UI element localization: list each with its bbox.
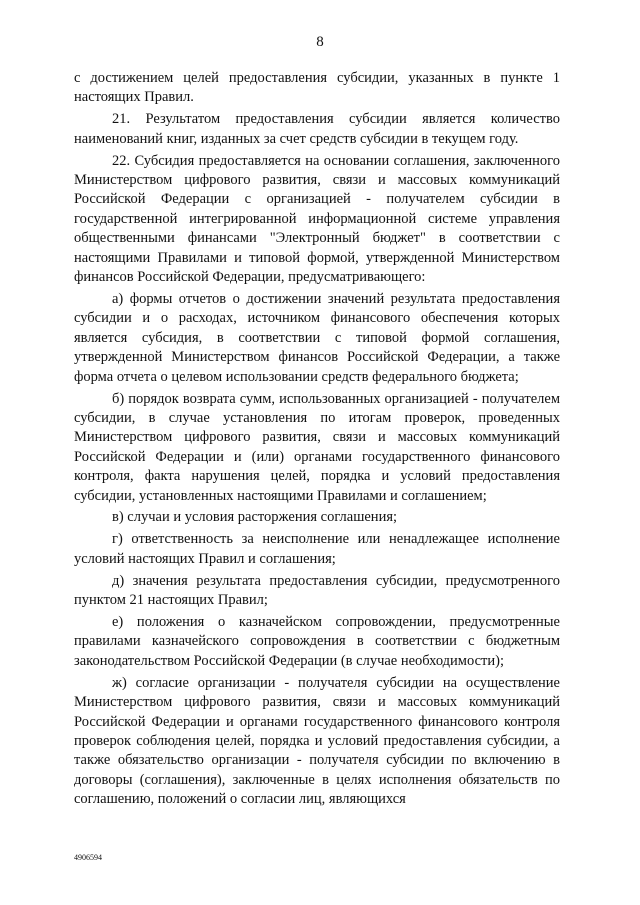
- paragraph-subitem-g: г) ответственность за неисполнение или ненадлежащее исполнение условий настоящих Правил и соглашения;: [74, 531, 560, 567]
- paragraph-subitem-d: д) значения результата предоставления субсидии, предусмотренного пунктом 21 настоящих Правил;: [74, 572, 560, 609]
- page-number: 8: [316, 34, 324, 50]
- paragraph-subitem-e: е) положения о казначейском сопровождении, предусмотренные правилами казначейского сопровождения в соответствии с бюджетным законодательством Российской Федерации (в случае необходимости);: [74, 613, 560, 669]
- document-code: 4906594: [74, 853, 102, 862]
- paragraph-subitem-zh: ж) согласие организации - получателя субсидии на осуществление Министерством цифрового развития, связи и массовых коммуникаций Российской Федерации и органами государственного финансового контроля проверок соблюдения целей, порядка и условий предоставления субсидии, а также обязательство организации - получателя субсидии по включению в договоры (соглашения), заключенные в целях исполнения обязательств по соглашению, положений о согласии лиц, являющихся: [74, 674, 560, 808]
- paragraph-item-22: 22. Субсидия предоставляется на основании соглашения, заключенного Министерством цифрового развития, связи и массовых коммуникаций Российской Федерации с организацией - получателем субсидии в государственной интегрированной информационной системе управления общественными финансами "Электронный бюджет" в соответствии с настоящими Правилами и типовой формой, утвержденной Министерством финансов Российской Федерации, предусматривающего:: [74, 152, 560, 286]
- paragraph-subitem-b: б) порядок возврата сумм, использованных организацией - получателем субсидии, в случае установления по итогам проверок, проведенных Министерством цифрового развития, связи и массовых коммуникаций Российской Федерации и (или) органами государственного финансового контроля, факта нарушения целей, порядка и условий предоставления субсидии, установленных настоящими Правилами и соглашением;: [74, 390, 560, 504]
- paragraph-subitem-a: а) формы отчетов о достижении значений результата предоставления субсидии и о расходах, источником финансового обеспечения которых является субсидия, в соответствии с типовой формой соглашения, утвержденной Министерством финансов Российской Федерации, а также форма отчета о целевом использовании средств федерального бюджета;: [74, 290, 560, 385]
- paragraph-continuation: с достижением целей предоставления субсидии, указанных в пункте 1 настоящих Правил.: [74, 70, 560, 106]
- document-body: [74, 69, 560, 812]
- paragraph-subitem-v: в) случаи и условия расторжения соглашения;: [112, 509, 398, 526]
- paragraph-item-21: 21. Результатом предоставления субсидии является количество наименований книг, изданных за счет средств субсидии в текущем году.: [74, 111, 560, 147]
